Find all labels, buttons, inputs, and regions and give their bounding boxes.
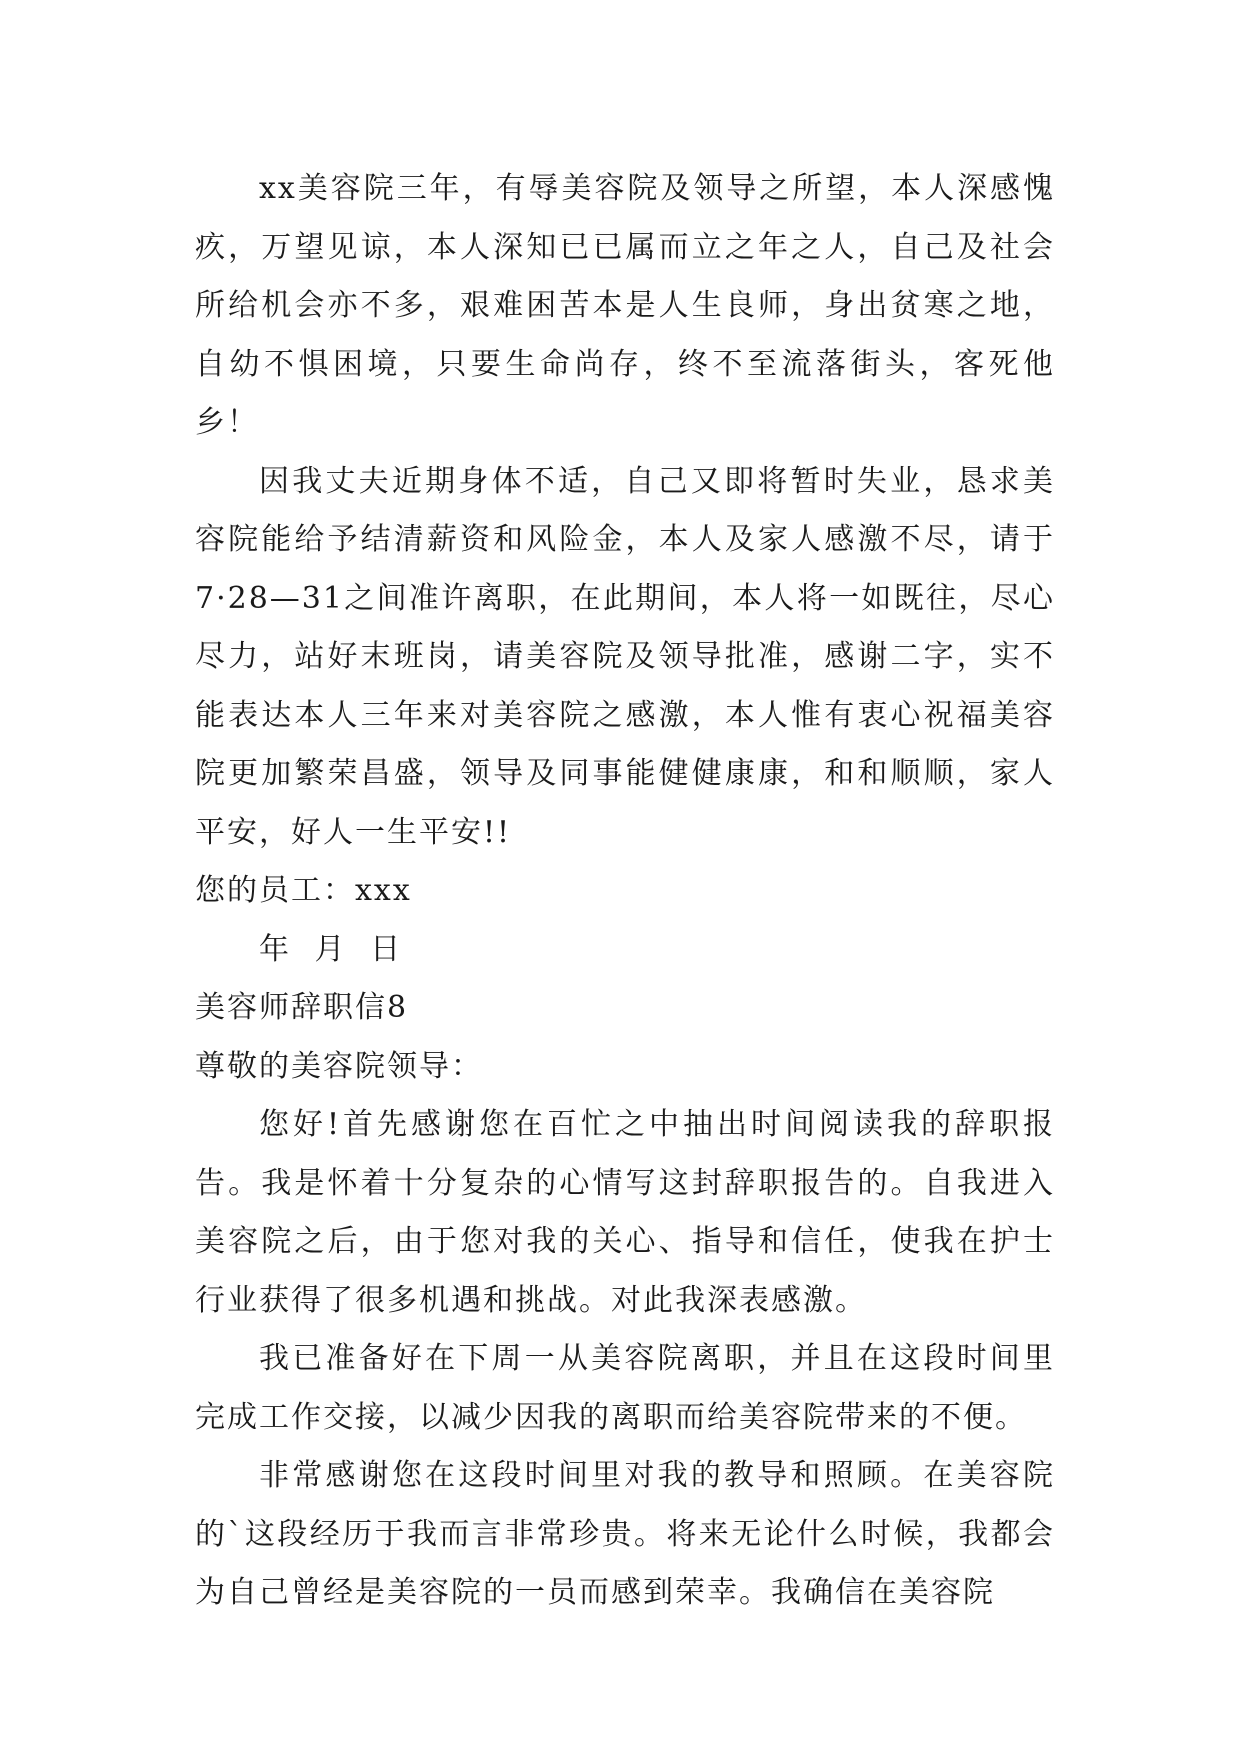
section-title: 美容师辞职信8 xyxy=(195,990,409,1025)
body-paragraph: 非常感谢您在这段时间里对我的教导和照顾。在美容院的`这段经历于我而言非常珍贵。将来无论什么时候，我都会为自己曾经是美容院的一员而感到荣幸。我确信在美容院 xyxy=(195,1458,1055,1610)
signature-line: 您的员工：xxx xyxy=(195,873,412,908)
salutation: 尊敬的美容院领导： xyxy=(195,1048,483,1084)
date-line: 年 月 日 xyxy=(259,931,403,967)
document-body xyxy=(195,160,1055,1623)
body-paragraph: xx美容院三年，有辱美容院及领导之所望，本人深感愧疚，万望见谅，本人深知已已属而立之年之人，自己及社会所给机会亦不多，艰难困苦本是人生良师，身出贫寒之地，自幼不惧困境，只要生命尚存，终不至流落街头，客死他乡！ xyxy=(195,171,1055,440)
body-paragraph: 因我丈夫近期身体不适，自己又即将暂时失业，恳求美容院能给予结清薪资和风险金，本人及家人感激不尽，请于7·28—31之间准许离职，在此期间，本人将一如既往，尽心尽力，站好末班岗，请美容院及领导批准，感谢二字，实不能表达本人三年来对美容院之感激，本人惟有衷心祝福美容院更加繁荣昌盛，领导及同事能健健康康，和和顺顺，家人平安，好人一生平安!! xyxy=(195,463,1055,850)
body-paragraph: 您好!首先感谢您在百忙之中抽出时间阅读我的辞职报告。我是怀着十分复杂的心情写这封辞职报告的。自我进入美容院之后，由于您对我的关心、指导和信任，使我在护士行业获得了很多机遇和挑战。对此我深表感激。 xyxy=(195,1107,1055,1318)
body-paragraph: 我已准备好在下周一从美容院离职，并且在这段时间里完成工作交接，以减少因我的离职而给美容院带来的不便。 xyxy=(195,1341,1055,1435)
